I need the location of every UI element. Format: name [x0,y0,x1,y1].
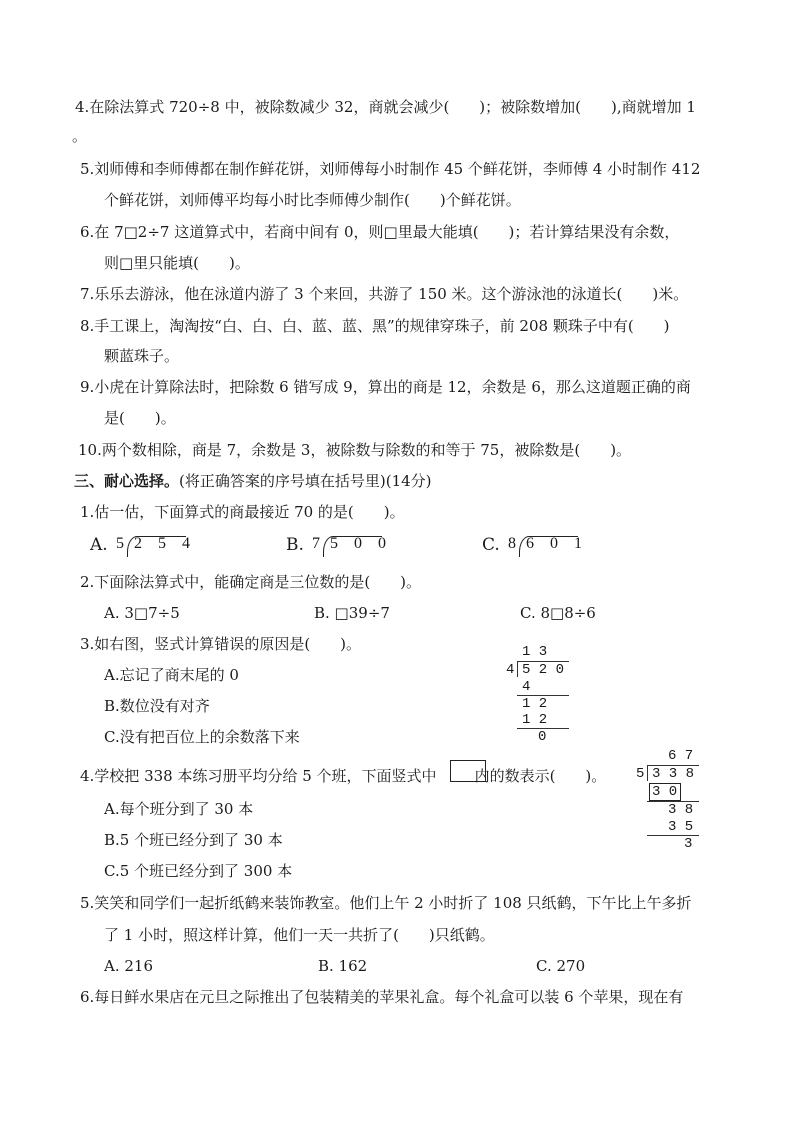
division-bracket [647,765,648,781]
choice-q2-option-c: C. 8□8÷6 [520,604,596,622]
choice-q2-option-a: A. 3□7÷5 [104,604,180,622]
option-label: B. [286,535,304,555]
q9-line1: 9.小虎在计算除法时，把除数 6 错写成 9，算出的商是 12，余数是 6，那么这道题正确的商 [80,378,691,396]
choice-q5-option-c: C. 270 [536,957,586,975]
work-row: 1 2 [522,712,548,728]
choice-q4-option-a: A.每个班分到了 30 本 [104,800,254,818]
q4-long-division-figure [634,748,704,854]
choice-q3-option-b: B.数位没有对齐 [104,697,210,715]
dividend: 3 3 8 [652,766,695,782]
choice-q6-line1: 6.每日鲜水果店在元旦之际推出了包装精美的苹果礼盒。每个礼盒可以装 6 个苹果，现在有 [80,988,684,1006]
q5-line2: 个鲜花饼，刘师傅平均每小时比李师傅少制作( )个鲜花饼。 [104,191,521,209]
q8-line2: 颗蓝珠子。 [104,347,180,365]
divisor: 7 [312,535,326,552]
option-label: A. [90,535,108,555]
q6-line1: 6.在 7□2÷7 这道算式中，若商中间有 0，则□里最大能填( )；若计算结果没有余数， [80,223,680,241]
choice-q3-stem: 3.如右图，竖式计算错误的原因是( )。 [80,635,362,653]
dividend: 2 5 4 [134,535,196,552]
section3-heading [74,471,432,491]
choice-q3-option-c: C.没有把百位上的余数落下来 [104,728,300,746]
option-label: C. [482,535,500,555]
work-row: 4 [522,679,531,695]
divisor: 5 [116,535,130,552]
q3-long-division-figure [504,644,574,744]
division-bracket [517,661,518,677]
choice-q4-stem [80,766,606,786]
work-row: 1 2 [522,696,548,712]
q9-line2: 是( )。 [104,409,176,427]
q7-line1: 7.乐乐去游泳，他在泳道内游了 3 个来回，共游了 150 米。这个游泳池的泳道长( )米。 [80,285,689,303]
work-row: 3 [684,836,693,852]
work-row: 3 8 [668,802,694,818]
quotient: 1 3 [522,644,548,660]
section3-note: (将正确答案的序号填在括号里)(14分) [179,472,432,490]
highlight-box [649,783,681,801]
choice-q2-option-b: B. □39÷7 [314,604,390,622]
dividend: 5 0 0 [330,535,392,552]
boxed-partial-product: 3 0 [652,784,678,800]
dividend: 5 2 0 [522,662,565,678]
choice-q5-line2: 了 1 小时，照这样计算，他们一天一共折了( )只纸鹤。 [104,926,495,944]
work-row: 0 [538,729,547,745]
dividend: 6 0 1 [526,535,588,552]
choice-q1-stem: 1.估一估，下面算式的商最接近 70 的是( )。 [80,503,405,521]
q6-line2: 则□里只能填( )。 [104,254,250,272]
choice-q2-stem: 2.下面除法算式中，能确定商是三位数的是( )。 [80,573,422,591]
work-row: 3 5 [668,819,694,835]
divisor: 8 [508,535,522,552]
choice-q5-line1: 5.笑笑和同学们一起折纸鹤来装饰教室。他们上午 2 小时折了 108 只纸鹤，下午比上午多折 [80,894,692,912]
q4-line2: 。 [72,127,88,145]
q5-line1: 5.刘师傅和李师傅都在制作鲜花饼，刘师傅每小时制作 45 个鲜花饼，李师傅 4 小时制作 412 [80,160,701,178]
q4-line1: 4.在除法算式 720÷8 中，被除数减少 32，商就会减少( )；被除数增加( ),商就增加 1 [75,98,696,116]
section3-title: 三、耐心选择。 [74,472,180,490]
choice-q5-option-a: A. 216 [104,957,153,975]
q8-line1: 8.手工课上，淘淘按“白、白、白、蓝、蓝、黑”的规律穿珠子，前 208 颗珠子中有( ) [80,317,670,335]
choice-q4-stem-after: 内的数表示( )。 [474,767,607,785]
choice-q4-option-b: B.5 个班已经分到了 30 本 [104,831,283,849]
choice-q4-option-c: C.5 个班已经分到了 300 本 [104,862,293,880]
choice-q5-option-b: B. 162 [318,957,368,975]
divisor: 5 [636,766,645,782]
quotient: 6 7 [668,748,694,764]
choice-q4-stem-before: 4.学校把 338 本练习册平均分给 5 个班，下面竖式中 [80,767,437,785]
choice-q3-option-a: A.忘记了商末尾的 0 [104,666,239,684]
divisor: 4 [506,662,515,678]
q10-line1: 10.两个数相除，商是 7，余数是 3，被除数与除数的和等于 75，被除数是( )。 [78,441,632,459]
box-symbol [450,760,486,782]
